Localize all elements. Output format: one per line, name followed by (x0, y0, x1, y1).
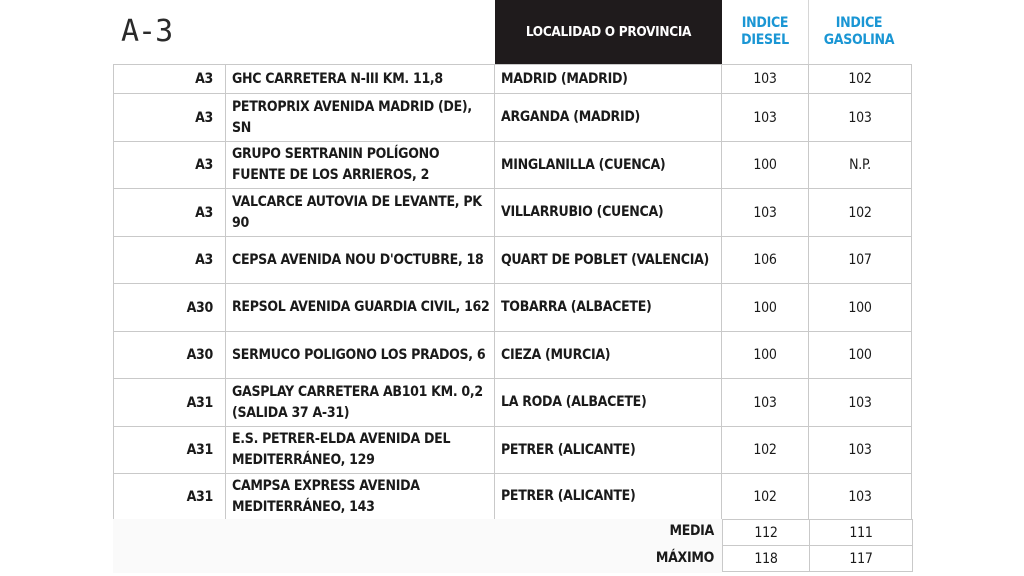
location-cell: TOBARRA (ALBACETE) (495, 284, 722, 332)
media-diesel: 112 (723, 520, 810, 546)
location-cell: PETRER (ALICANTE) (495, 427, 722, 474)
page-title: A-3 (121, 14, 173, 49)
location-cell: VILLARRUBIO (CUENCA) (495, 189, 722, 237)
road-cell: A3 (114, 237, 226, 284)
gasoline-cell: N.P. (809, 142, 912, 189)
table-row (114, 94, 912, 142)
gasoline-cell: 102 (809, 189, 912, 237)
table-row (114, 427, 912, 474)
stations-table (113, 64, 912, 520)
road-cell: A3 (114, 142, 226, 189)
header-diesel (722, 0, 808, 64)
header-location-label: LOCALIDAD O PROVINCIA (525, 24, 692, 40)
gasoline-cell: 100 (809, 332, 912, 379)
road-cell: A31 (114, 427, 226, 474)
table-row (114, 332, 912, 379)
location-cell: QUART DE POBLET (VALENCIA) (495, 237, 722, 284)
summary-label-maximo: MÁXIMO (655, 550, 714, 566)
summary-label-media: MEDIA (669, 523, 714, 539)
diesel-cell: 102 (722, 474, 809, 520)
road-cell: A3 (114, 94, 226, 142)
media-gasoline: 111 (810, 520, 913, 546)
address-cell: REPSOL AVENIDA GUARDIA CIVIL, 162 (226, 284, 495, 332)
address-cell: CAMPSA EXPRESS AVENIDA MEDITERRÁNEO, 143 (226, 474, 495, 520)
maximo-gasoline: 117 (810, 546, 913, 572)
header-location (495, 0, 722, 64)
location-cell: CIEZA (MURCIA) (495, 332, 722, 379)
table-row (114, 65, 912, 94)
diesel-cell: 100 (722, 332, 809, 379)
gasoline-cell: 103 (809, 474, 912, 520)
road-cell: A31 (114, 379, 226, 427)
gasoline-cell: 100 (809, 284, 912, 332)
diesel-cell: 103 (722, 65, 809, 94)
gasoline-cell: 103 (809, 379, 912, 427)
gasoline-cell: 103 (809, 94, 912, 142)
address-cell: CEPSA AVENIDA NOU D'OCTUBRE, 18 (226, 237, 495, 284)
road-cell: A3 (114, 189, 226, 237)
diesel-cell: 100 (722, 142, 809, 189)
table-row (114, 142, 912, 189)
address-cell: GHC CARRETERA N-III KM. 11,8 (226, 65, 495, 94)
summary-table (722, 519, 913, 572)
diesel-cell: 106 (722, 237, 809, 284)
summary-background (113, 519, 722, 573)
location-cell: ARGANDA (MADRID) (495, 94, 722, 142)
table-row (114, 237, 912, 284)
address-cell: SERMUCO POLIGONO LOS PRADOS, 6 (226, 332, 495, 379)
road-cell: A30 (114, 332, 226, 379)
location-cell: MADRID (MADRID) (495, 65, 722, 94)
table-row (114, 379, 912, 427)
address-cell: GRUPO SERTRANIN POLÍGONO FUENTE DE LOS ARRIEROS, 2 (226, 142, 495, 189)
road-cell: A31 (114, 474, 226, 520)
road-cell: A30 (114, 284, 226, 332)
gasoline-cell: 102 (809, 65, 912, 94)
gasoline-cell: 103 (809, 427, 912, 474)
header-gasoline (808, 0, 910, 64)
diesel-cell: 103 (722, 94, 809, 142)
diesel-cell: 102 (722, 427, 809, 474)
header-diesel-line2: DIESEL (741, 32, 789, 48)
header-gasoline-line1: INDICE (835, 15, 883, 31)
table-row (114, 474, 912, 520)
table-row (114, 284, 912, 332)
diesel-cell: 103 (722, 189, 809, 237)
header-gasoline-line2: GASOLINA (823, 32, 895, 48)
location-cell: PETRER (ALICANTE) (495, 474, 722, 520)
table-row (114, 189, 912, 237)
address-cell: PETROPRIX AVENIDA MADRID (DE), SN (226, 94, 495, 142)
summary-row (723, 546, 913, 572)
location-cell: MINGLANILLA (CUENCA) (495, 142, 722, 189)
header-diesel-line1: INDICE (741, 15, 789, 31)
gasoline-cell: 107 (809, 237, 912, 284)
summary-row (723, 520, 913, 546)
address-cell: E.S. PETRER-ELDA AVENIDA DEL MEDITERRÁNEO, 129 (226, 427, 495, 474)
diesel-cell: 103 (722, 379, 809, 427)
address-cell: GASPLAY CARRETERA AB101 KM. 0,2 (SALIDA 37 A-31) (226, 379, 495, 427)
diesel-cell: 100 (722, 284, 809, 332)
maximo-diesel: 118 (723, 546, 810, 572)
location-cell: LA RODA (ALBACETE) (495, 379, 722, 427)
address-cell: VALCARCE AUTOVIA DE LEVANTE, PK 90 (226, 189, 495, 237)
road-cell: A3 (114, 65, 226, 94)
